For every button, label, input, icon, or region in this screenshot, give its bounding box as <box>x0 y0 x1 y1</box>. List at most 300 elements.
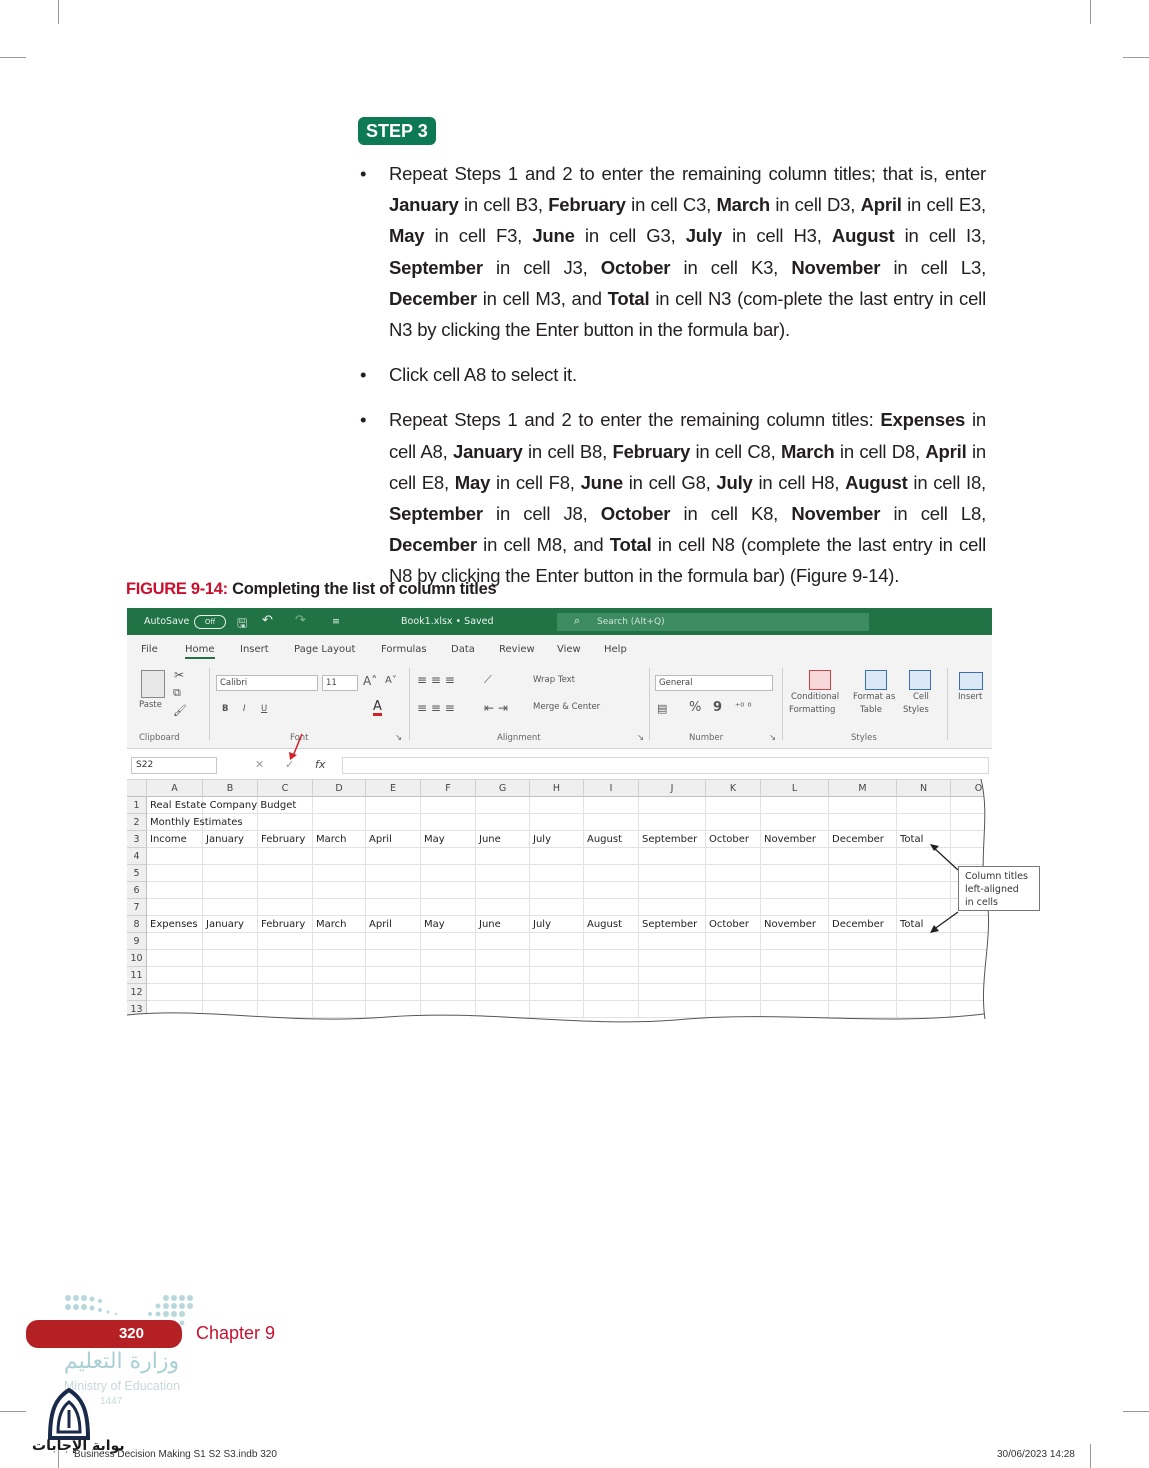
sheet-cell[interactable] <box>530 984 584 1001</box>
crop-mark <box>58 0 59 24</box>
sheet-cell[interactable]: September <box>639 916 706 933</box>
sheet-cell[interactable]: September <box>639 831 706 848</box>
text-run: in cell K3, <box>670 256 792 278</box>
sheet-cell[interactable] <box>584 814 639 831</box>
sheet-cell[interactable] <box>258 882 313 899</box>
row-header[interactable]: 10 <box>127 950 147 967</box>
sheet-cell[interactable]: April <box>366 916 421 933</box>
annotation-line: left-aligned <box>965 884 1019 895</box>
sheet-cell[interactable] <box>829 984 897 1001</box>
sheet-cell[interactable] <box>829 967 897 984</box>
sheet-cell[interactable] <box>706 984 761 1001</box>
crop-mark <box>1123 1411 1149 1412</box>
italic-button[interactable]: I <box>243 704 246 714</box>
bold-term: Total <box>609 534 652 556</box>
column-header[interactable]: A <box>147 780 203 797</box>
sheet-cell[interactable] <box>147 967 203 984</box>
sheet-cell[interactable]: Monthly Estimates <box>147 814 203 831</box>
sheet-cell[interactable] <box>761 950 829 967</box>
sheet-cell[interactable] <box>366 797 421 814</box>
sheet-cell[interactable] <box>313 984 366 1001</box>
sheet-cell[interactable] <box>584 848 639 865</box>
redo-icon[interactable]: ↷ <box>295 613 306 628</box>
bold-term: January <box>453 440 523 462</box>
sheet-cell[interactable] <box>147 882 203 899</box>
sheet-cell[interactable] <box>313 882 366 899</box>
sheet-cell[interactable] <box>761 933 829 950</box>
sheet-cell[interactable] <box>897 797 951 814</box>
text-run: in cell H8, <box>752 471 846 493</box>
sheet-cell[interactable] <box>147 848 203 865</box>
dialog-launcher-icon[interactable]: ↘ <box>395 733 403 743</box>
sheet-cell[interactable] <box>147 899 203 916</box>
sheet-cell[interactable] <box>421 967 476 984</box>
sheet-cell[interactable] <box>366 848 421 865</box>
sheet-cell[interactable] <box>258 950 313 967</box>
cell-styles-label-1: Cell <box>913 692 929 702</box>
sheet-cell[interactable]: June <box>476 916 530 933</box>
sheet-cell[interactable] <box>366 967 421 984</box>
row-header[interactable]: 1 <box>127 797 147 814</box>
text-run: in cell F3, <box>424 225 533 247</box>
sheet-cell[interactable] <box>421 882 476 899</box>
search-icon: ⌕ <box>574 614 581 627</box>
text-run: in cell B8, <box>522 440 613 462</box>
bullet-dot: • <box>360 163 367 184</box>
sheet-cell[interactable]: August <box>584 916 639 933</box>
group-font: Font <box>290 733 309 743</box>
sheet-cell[interactable] <box>147 950 203 967</box>
sheet-cell[interactable] <box>639 848 706 865</box>
bold-term: June <box>532 225 575 247</box>
sheet-cell[interactable] <box>639 865 706 882</box>
text-run: in cell J8, <box>482 503 601 525</box>
sheet-cell[interactable]: July <box>530 831 584 848</box>
row-header[interactable]: 4 <box>127 848 147 865</box>
sheet-cell[interactable] <box>761 814 829 831</box>
sheet-cell[interactable] <box>530 950 584 967</box>
font-color-button[interactable]: A <box>373 699 382 714</box>
sheet-cell[interactable] <box>706 865 761 882</box>
sheet-cell[interactable] <box>706 967 761 984</box>
sheet-cell[interactable] <box>829 814 897 831</box>
bold-term: Expenses <box>880 409 966 431</box>
name-box[interactable]: S22 <box>131 757 217 774</box>
sheet-cell[interactable] <box>421 865 476 882</box>
sheet-cell[interactable] <box>829 797 897 814</box>
text-run: in cell M3, and <box>476 287 608 309</box>
sheet-cell[interactable] <box>639 899 706 916</box>
annotation-line: Column titles <box>965 871 1028 882</box>
tab-data[interactable]: Data <box>451 644 475 655</box>
bullet-dot: • <box>360 364 367 386</box>
sheet-cell[interactable] <box>258 984 313 1001</box>
bold-term: April <box>860 194 902 216</box>
paste-label: Paste <box>139 700 162 710</box>
sheet-cell[interactable] <box>203 967 258 984</box>
column-header[interactable]: M <box>829 780 897 797</box>
sheet-cell[interactable] <box>476 882 530 899</box>
indent-icon[interactable]: ⇤ ⇥ <box>484 701 508 715</box>
sheet-cell[interactable] <box>829 899 897 916</box>
sheet-cell[interactable] <box>313 865 366 882</box>
sheet-cell[interactable]: Real Estate Company Budget <box>147 797 203 814</box>
sheet-cell[interactable] <box>476 865 530 882</box>
bullet-item <box>360 404 986 591</box>
text-run: in cell F8, <box>490 471 581 493</box>
sheet-cell[interactable] <box>761 984 829 1001</box>
sheet-cell[interactable] <box>530 848 584 865</box>
sheet-cell[interactable] <box>203 848 258 865</box>
sheet-cell[interactable] <box>366 984 421 1001</box>
tab-review[interactable]: Review <box>499 644 535 655</box>
sheet-cell[interactable] <box>761 865 829 882</box>
copy-icon[interactable]: ⧉ <box>173 686 181 699</box>
autosave-toggle[interactable]: Off <box>194 615 226 629</box>
sheet-cell[interactable] <box>366 933 421 950</box>
sheet-cell[interactable] <box>203 899 258 916</box>
sheet-cell[interactable] <box>203 797 258 814</box>
sheet-cell[interactable] <box>639 967 706 984</box>
sheet-cell[interactable] <box>258 967 313 984</box>
cancel-icon[interactable]: ✕ <box>255 758 265 771</box>
dialog-launcher-icon[interactable]: ↘ <box>637 733 645 743</box>
column-header[interactable]: H <box>530 780 584 797</box>
sheet-cell[interactable] <box>639 984 706 1001</box>
row-header[interactable]: 6 <box>127 882 147 899</box>
align-top-icon[interactable]: ≡ ≡ ≡ <box>417 673 455 687</box>
sheet-cell[interactable] <box>761 899 829 916</box>
tab-insert[interactable]: Insert <box>240 644 269 655</box>
select-all-corner[interactable] <box>127 780 147 797</box>
text-run: in cell N8 (complete the last entry in cell N8 by clicking the Enter button in the formula bar) (Figure 9-14). <box>389 534 986 587</box>
sheet-cell[interactable] <box>584 865 639 882</box>
sheet-cell[interactable] <box>421 797 476 814</box>
sheet-cell[interactable]: August <box>584 831 639 848</box>
orientation-icon[interactable]: ⟋ <box>484 673 492 686</box>
font-name-select[interactable]: Calibri <box>216 675 318 691</box>
sheet-cell[interactable] <box>530 814 584 831</box>
sheet-cell[interactable] <box>366 950 421 967</box>
sheet-cell[interactable] <box>203 882 258 899</box>
sheet-cell[interactable] <box>366 882 421 899</box>
sheet-cell[interactable] <box>897 814 951 831</box>
sheet-cell[interactable] <box>313 848 366 865</box>
save-icon[interactable]: 🖫 <box>237 616 248 630</box>
annotation-box <box>958 866 1040 911</box>
sheet-cell[interactable] <box>530 967 584 984</box>
text-run: in cell E3, <box>901 194 986 216</box>
sheet-cell[interactable] <box>313 967 366 984</box>
tab-file[interactable]: File <box>141 644 158 655</box>
sheet-cell[interactable] <box>829 865 897 882</box>
sheet-cell[interactable] <box>530 882 584 899</box>
customize-icon[interactable]: ≡ <box>332 616 340 627</box>
sheet-cell[interactable] <box>706 899 761 916</box>
sheet-cell[interactable] <box>313 814 366 831</box>
sheet-cell[interactable] <box>706 933 761 950</box>
sheet-cell[interactable] <box>639 950 706 967</box>
sheet-cell[interactable] <box>897 984 951 1001</box>
sheet-cell[interactable] <box>829 950 897 967</box>
sheet-cell[interactable]: April <box>366 831 421 848</box>
sheet-cell[interactable] <box>706 797 761 814</box>
sheet-cell[interactable] <box>584 967 639 984</box>
bold-term: April <box>925 440 967 462</box>
comma-button[interactable]: 9 <box>713 700 723 715</box>
sheet-cell[interactable] <box>706 950 761 967</box>
sheet-cell[interactable] <box>476 814 530 831</box>
ministry-arabic: وزارة التعليم <box>64 1349 180 1374</box>
sheet-cell[interactable] <box>897 967 951 984</box>
search-box[interactable]: Search (Alt+Q) <box>557 613 869 631</box>
callout-arrow <box>127 608 992 779</box>
font-size-select[interactable]: 11 <box>322 675 358 691</box>
conditional-label-1: Conditional <box>791 692 840 702</box>
sheet-cell[interactable]: December <box>829 831 897 848</box>
row-header[interactable]: 9 <box>127 933 147 950</box>
enter-check-icon[interactable]: ✓ <box>285 758 295 771</box>
column-header[interactable]: J <box>639 780 706 797</box>
percent-button[interactable]: % <box>689 700 702 715</box>
sheet-cell[interactable] <box>258 865 313 882</box>
sheet-cell[interactable] <box>258 797 313 814</box>
sheet-cell[interactable] <box>203 814 258 831</box>
sheet-cell[interactable] <box>258 848 313 865</box>
sheet-cell[interactable] <box>203 865 258 882</box>
tab-home[interactable]: Home <box>185 644 215 659</box>
sheet-cell[interactable] <box>897 950 951 967</box>
sheet-cell[interactable] <box>366 865 421 882</box>
bold-term: Total <box>607 287 650 309</box>
text-run: Click cell A8 to select it. <box>389 364 577 386</box>
text-run: in cell G8, <box>622 471 717 493</box>
sheet-cell[interactable]: Total <box>897 831 951 848</box>
sheet-cell[interactable] <box>421 899 476 916</box>
sheet-cell[interactable] <box>829 933 897 950</box>
sheet-cell[interactable] <box>761 797 829 814</box>
text-run: in cell L3, <box>880 256 987 278</box>
sheet-cell[interactable] <box>421 984 476 1001</box>
insert-function-button[interactable]: fx <box>315 758 326 771</box>
sheet-cell[interactable] <box>203 984 258 1001</box>
sheet-cell[interactable] <box>147 984 203 1001</box>
sheet-cell[interactable] <box>421 814 476 831</box>
sheet-cell[interactable] <box>584 797 639 814</box>
chapter-label: Chapter 9 <box>196 1323 276 1343</box>
bold-term: November <box>791 256 881 278</box>
bold-term: July <box>685 225 722 247</box>
wrap-text-button[interactable]: Wrap Text <box>533 675 576 685</box>
column-header[interactable]: O <box>951 780 992 797</box>
sheet-cell[interactable] <box>584 984 639 1001</box>
sheet-cell[interactable] <box>147 933 203 950</box>
sheet-cell[interactable] <box>639 814 706 831</box>
sheet-cell[interactable]: October <box>706 831 761 848</box>
column-header[interactable]: E <box>366 780 421 797</box>
sheet-cell[interactable] <box>761 882 829 899</box>
sheet-cell[interactable] <box>313 933 366 950</box>
crop-mark <box>0 57 26 58</box>
text-run: in cell D3, <box>769 194 861 216</box>
sheet-cell[interactable]: February <box>258 831 313 848</box>
column-header[interactable]: F <box>421 780 476 797</box>
row-header[interactable]: 12 <box>127 984 147 1001</box>
sheet-cell[interactable]: Income <box>147 831 203 848</box>
sheet-cell[interactable] <box>421 933 476 950</box>
text-run: Repeat Steps 1 and 2 to enter the remaining column titles; that is, enter <box>389 163 986 184</box>
row-header[interactable]: 11 <box>127 967 147 984</box>
row-header[interactable]: 3 <box>127 831 147 848</box>
sheet-cell[interactable] <box>476 967 530 984</box>
sheet-cell[interactable] <box>829 882 897 899</box>
column-header[interactable]: C <box>258 780 313 797</box>
tab-formulas[interactable]: Formulas <box>381 644 427 655</box>
column-header[interactable]: I <box>584 780 639 797</box>
bold-term: September <box>389 503 483 525</box>
align-left-icon[interactable]: ≡ ≡ ≡ <box>417 701 455 715</box>
row-header[interactable]: 8 <box>127 916 147 933</box>
row-header[interactable]: 13 <box>127 1001 147 1018</box>
sheet-cell[interactable] <box>258 933 313 950</box>
sheet-cell[interactable] <box>584 933 639 950</box>
sheet-cell[interactable] <box>476 797 530 814</box>
bold-term: November <box>791 503 881 525</box>
insert-label: Insert <box>958 692 983 702</box>
sheet-cell[interactable]: May <box>421 831 476 848</box>
cut-icon[interactable]: ✂ <box>174 668 185 682</box>
number-format-select[interactable]: General <box>655 675 773 691</box>
sheet-cell[interactable] <box>313 899 366 916</box>
sheet-cell[interactable]: January <box>203 916 258 933</box>
merge-center-button[interactable]: Merge & Center <box>533 702 601 712</box>
sheet-cell[interactable] <box>203 933 258 950</box>
text-run: in cell D8, <box>834 440 926 462</box>
underline-button[interactable]: U <box>261 704 268 714</box>
sheet-cell[interactable] <box>639 882 706 899</box>
tab-view[interactable]: View <box>557 644 581 655</box>
sheet-cell[interactable] <box>421 950 476 967</box>
sheet-cell[interactable] <box>476 950 530 967</box>
sheet-cell[interactable] <box>147 865 203 882</box>
column-header[interactable]: G <box>476 780 530 797</box>
column-header[interactable]: L <box>761 780 829 797</box>
sheet-cell[interactable] <box>706 882 761 899</box>
bold-term: January <box>389 194 459 216</box>
bold-term: December <box>389 287 477 309</box>
sheet-cell[interactable]: June <box>476 831 530 848</box>
torn-edge <box>127 1003 992 1033</box>
grow-font-icon[interactable]: A˄ <box>363 674 378 688</box>
row-header[interactable]: 7 <box>127 899 147 916</box>
sheet-cell[interactable]: March <box>313 831 366 848</box>
row-header[interactable]: 2 <box>127 814 147 831</box>
shrink-font-icon[interactable]: A˅ <box>385 675 397 686</box>
sheet-cell[interactable] <box>476 933 530 950</box>
sheet-cell[interactable] <box>639 933 706 950</box>
sheet-cell[interactable] <box>203 950 258 967</box>
tab-help[interactable]: Help <box>604 644 627 655</box>
sheet-cell[interactable] <box>313 797 366 814</box>
bold-term: September <box>389 256 483 278</box>
sheet-cell[interactable] <box>530 933 584 950</box>
sheet-cell[interactable] <box>476 984 530 1001</box>
step-badge: STEP 3 <box>358 117 436 145</box>
text-run: in cell I8, <box>907 471 986 493</box>
sheet-cell[interactable]: November <box>761 831 829 848</box>
format-table-label-2: Table <box>860 705 882 715</box>
bold-button[interactable]: B <box>222 704 229 714</box>
sheet-cell[interactable]: January <box>203 831 258 848</box>
tab-page-layout[interactable]: Page Layout <box>294 644 356 655</box>
sheet-cell[interactable] <box>761 967 829 984</box>
sheet-cell[interactable] <box>761 848 829 865</box>
sheet-cell[interactable] <box>530 797 584 814</box>
sheet-cell[interactable] <box>530 865 584 882</box>
text-run: in cell N3 (com-plete the last entry in cell N3 by clicking the Enter button in the formula bar). <box>389 287 986 341</box>
sheet-cell[interactable]: July <box>530 916 584 933</box>
sheet-cell[interactable]: October <box>706 916 761 933</box>
sheet-cell[interactable] <box>706 848 761 865</box>
sheet-cell[interactable] <box>258 814 313 831</box>
sheet-cell[interactable]: Expenses <box>147 916 203 933</box>
crop-mark <box>1123 57 1149 58</box>
sheet-cell[interactable] <box>258 899 313 916</box>
excel-screenshot <box>127 608 992 1033</box>
sheet-cell[interactable]: February <box>258 916 313 933</box>
text-run: in cell K8, <box>670 503 792 525</box>
sheet-cell[interactable]: Total <box>897 916 951 933</box>
sheet-cell[interactable]: November <box>761 916 829 933</box>
column-header[interactable]: B <box>203 780 258 797</box>
row-header[interactable]: 5 <box>127 865 147 882</box>
sheet-cell[interactable] <box>366 814 421 831</box>
sheet-cell[interactable]: May <box>421 916 476 933</box>
column-header[interactable]: K <box>706 780 761 797</box>
group-alignment: Alignment <box>497 733 541 743</box>
crop-mark <box>1090 0 1091 24</box>
sheet-cell[interactable] <box>706 814 761 831</box>
sheet-cell[interactable] <box>584 950 639 967</box>
sheet-cell[interactable]: December <box>829 916 897 933</box>
sheet-cell[interactable] <box>476 899 530 916</box>
workbook-name: Book1.xlsx • Saved <box>401 616 494 627</box>
sheet-cell[interactable] <box>530 899 584 916</box>
answers-portal-text: بوابة الإجابات <box>32 1438 125 1454</box>
undo-icon[interactable]: ↶ <box>262 613 273 628</box>
column-header[interactable]: D <box>313 780 366 797</box>
group-clipboard: Clipboard <box>139 733 180 743</box>
sheet-cell[interactable] <box>366 899 421 916</box>
sheet-cell[interactable] <box>313 950 366 967</box>
sheet-cell[interactable] <box>829 848 897 865</box>
sheet-cell[interactable]: March <box>313 916 366 933</box>
text-run: in cell E8, <box>389 440 986 493</box>
bold-term: August <box>845 471 908 493</box>
sheet-cell[interactable] <box>421 848 476 865</box>
date-slug: 30/06/2023 14:28 <box>997 1449 1075 1460</box>
format-painter-icon[interactable]: 🖌 <box>173 704 187 717</box>
dialog-launcher-icon[interactable]: ↘ <box>769 733 777 743</box>
currency-icon[interactable]: ▤ <box>657 702 668 715</box>
sheet-cell[interactable] <box>584 882 639 899</box>
column-header[interactable]: N <box>897 780 951 797</box>
sheet-cell[interactable] <box>639 797 706 814</box>
decimal-icon[interactable]: ⁺⁰ ⁰ <box>735 702 752 713</box>
sheet-cell[interactable] <box>476 848 530 865</box>
autosave-label: AutoSave <box>144 616 190 627</box>
sheet-cell[interactable] <box>584 899 639 916</box>
